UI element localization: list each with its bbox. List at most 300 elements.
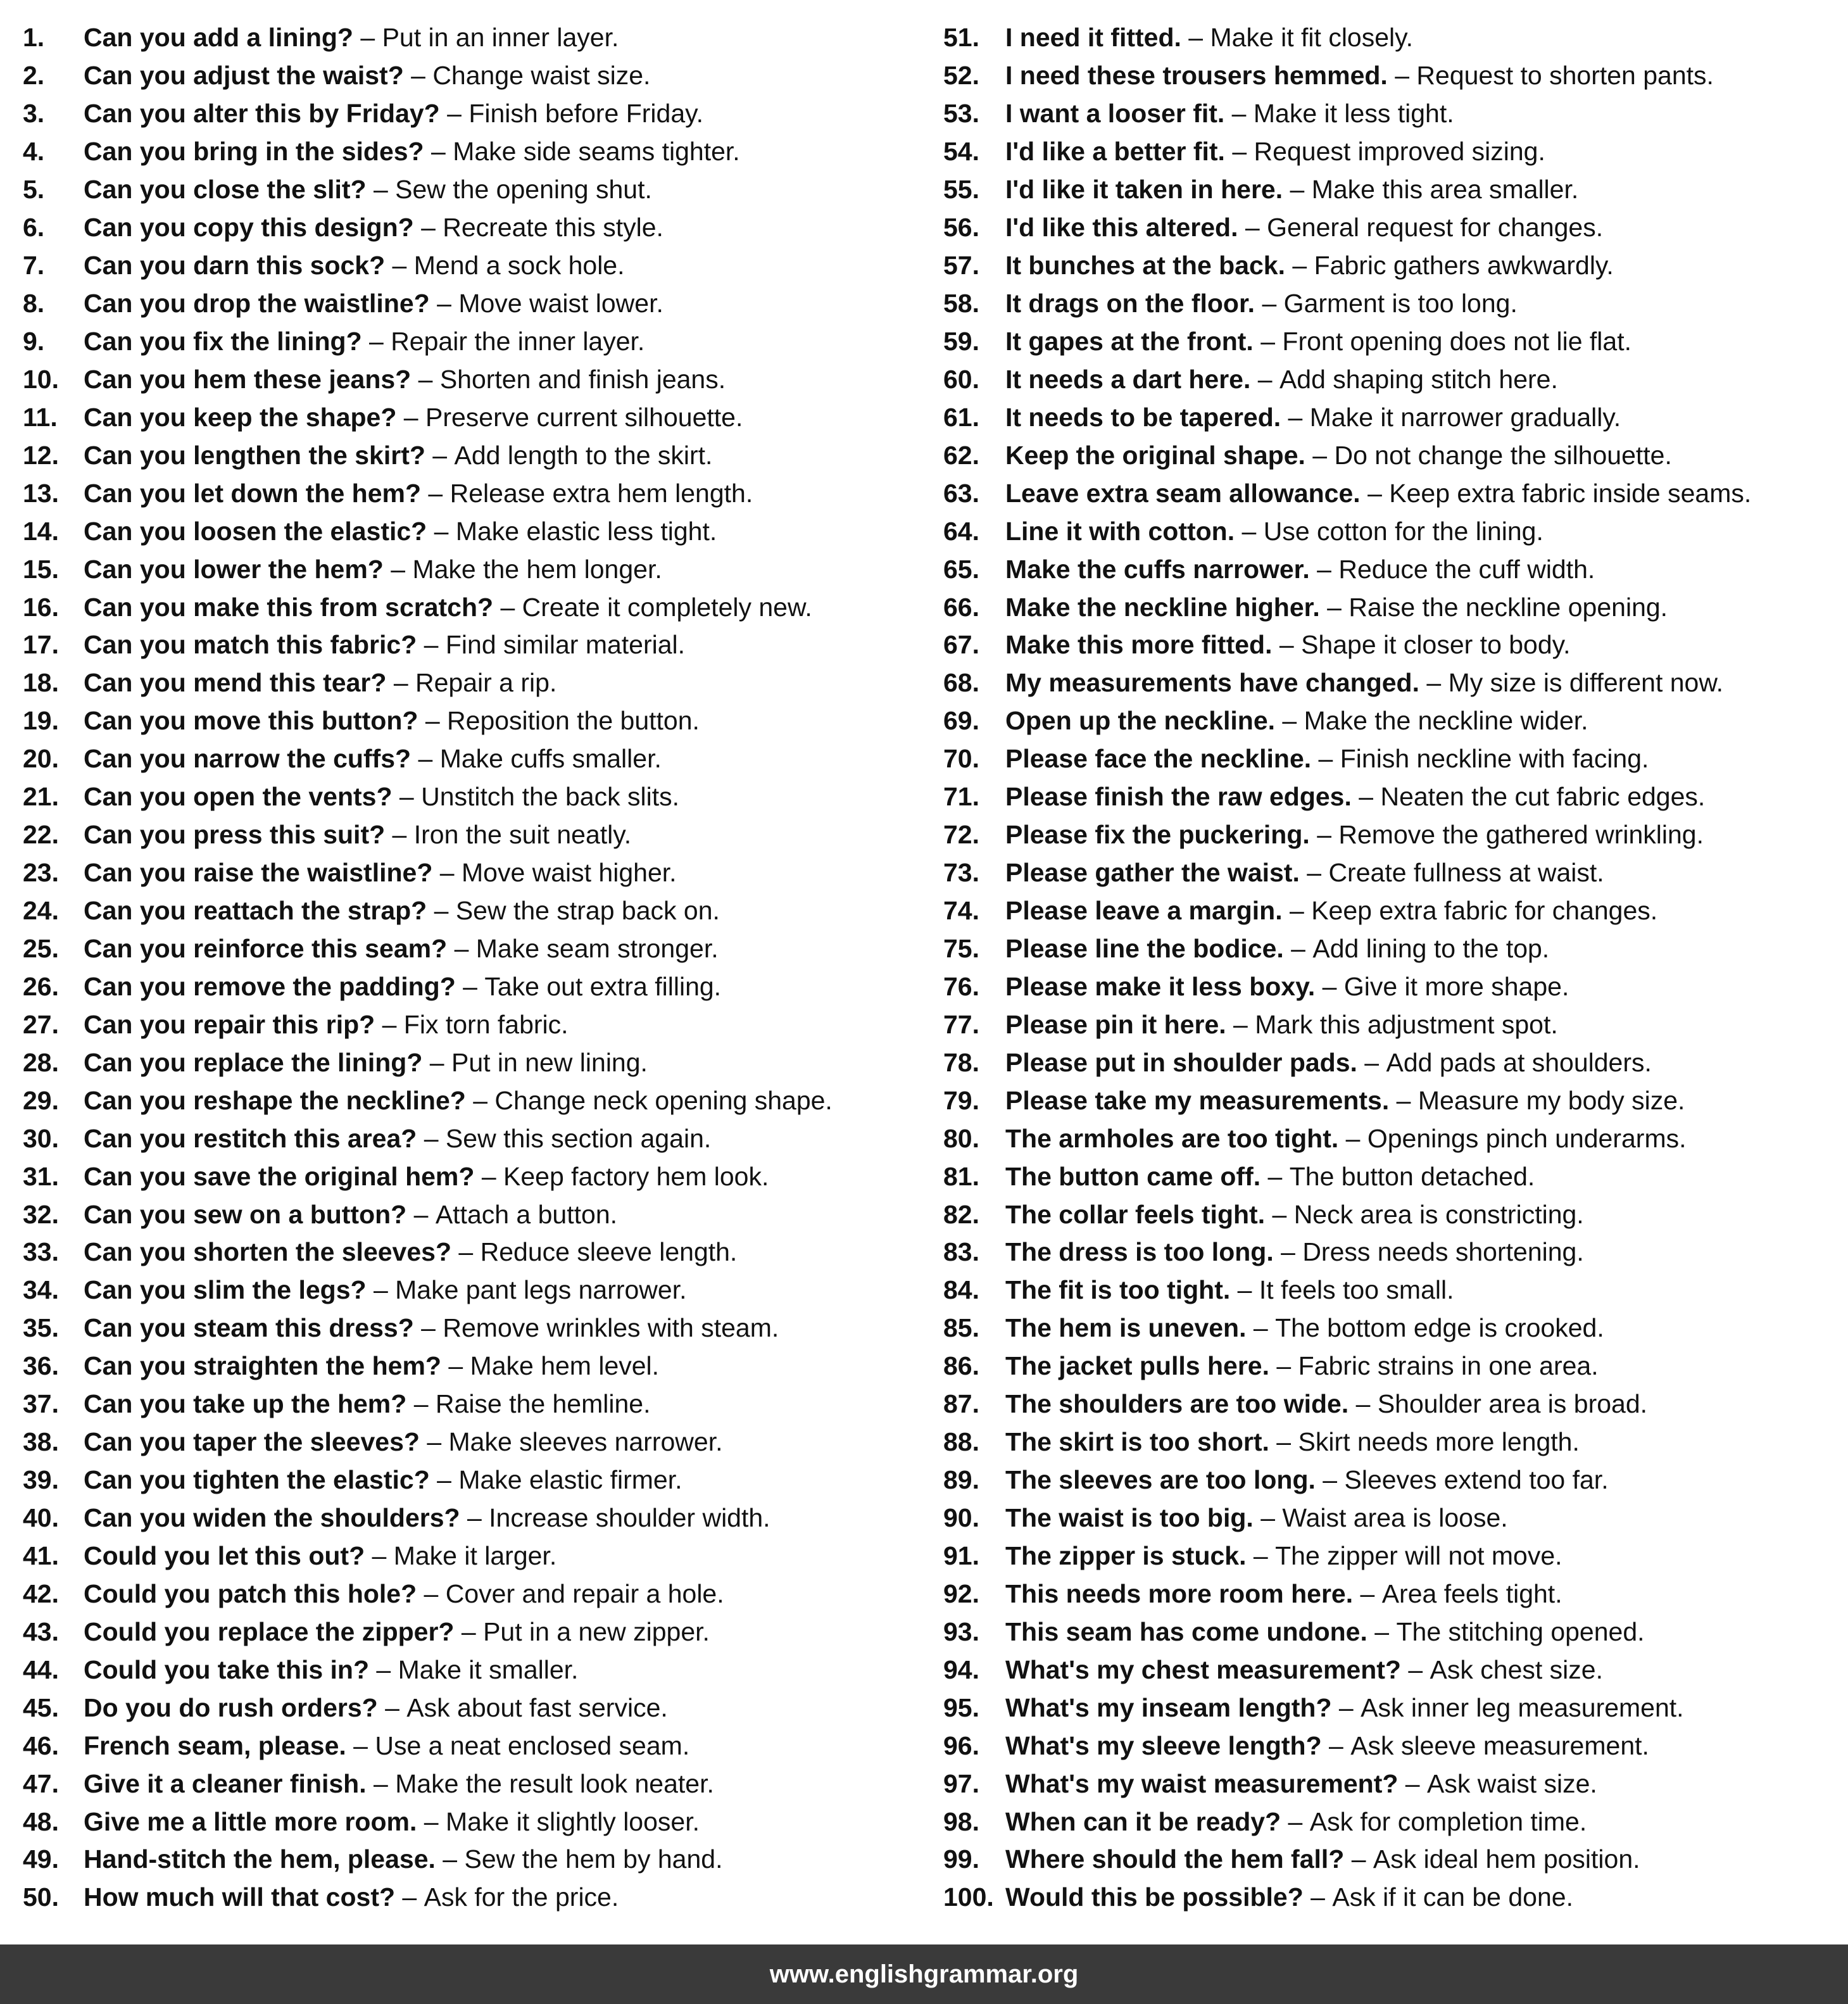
item-number: 9. bbox=[23, 326, 45, 356]
list-item bbox=[23, 360, 922, 398]
item-phrase: It gapes at the front. bbox=[1005, 326, 1254, 356]
item-number: 29. bbox=[23, 1085, 59, 1115]
item-phrase: Please put in shoulder pads. bbox=[1005, 1047, 1357, 1077]
item-meaning: Make cuffs smaller. bbox=[439, 744, 662, 774]
item-separator: – bbox=[1235, 516, 1264, 546]
item-phrase: Open up the neckline. bbox=[1005, 706, 1276, 736]
item-phrase: The hem is uneven. bbox=[1005, 1313, 1247, 1343]
item-meaning: Use cotton for the lining. bbox=[1263, 516, 1543, 546]
item-meaning: Ask chest size. bbox=[1430, 1654, 1603, 1684]
item-number: 32. bbox=[23, 1199, 59, 1229]
item-phrase: Can you raise the waistline? bbox=[84, 858, 433, 888]
item-separator: – bbox=[377, 1692, 407, 1722]
item-phrase: The collar feels tight. bbox=[1005, 1199, 1266, 1229]
item-phrase: Can you hem these jeans? bbox=[84, 364, 412, 394]
list-item bbox=[23, 1613, 922, 1651]
item-number: 42. bbox=[23, 1579, 59, 1608]
item-number: 36. bbox=[23, 1351, 59, 1381]
item-separator: – bbox=[1230, 1275, 1259, 1305]
item-meaning: Make sleeves narrower. bbox=[448, 1427, 723, 1457]
item-phrase: Can you keep the shape? bbox=[84, 402, 397, 432]
item-separator: – bbox=[1387, 61, 1417, 91]
item-phrase: Please face the neckline. bbox=[1005, 744, 1312, 774]
item-separator: – bbox=[403, 61, 433, 91]
item-phrase: Can you open the vents? bbox=[84, 782, 393, 812]
list-item bbox=[943, 436, 1842, 474]
item-phrase: Can you reinforce this seam? bbox=[84, 933, 448, 963]
item-phrase: I'd like it taken in here. bbox=[1005, 175, 1283, 205]
item-separator: – bbox=[1269, 1351, 1298, 1381]
item-phrase: How much will that cost? bbox=[84, 1882, 396, 1912]
item-number: 52. bbox=[943, 61, 979, 91]
item-number: 5. bbox=[23, 175, 45, 205]
list-item bbox=[943, 209, 1842, 247]
list-item bbox=[943, 1385, 1842, 1423]
item-meaning: Sleeves extend too far. bbox=[1344, 1465, 1609, 1495]
item-separator: – bbox=[432, 858, 462, 888]
item-separator: – bbox=[1283, 933, 1313, 963]
list-item bbox=[23, 550, 922, 588]
item-phrase: Make this more fitted. bbox=[1005, 630, 1273, 660]
item-separator: – bbox=[419, 1427, 449, 1457]
item-meaning: Give it more shape. bbox=[1343, 971, 1569, 1001]
item-meaning: Ask sleeve measurement. bbox=[1350, 1730, 1649, 1760]
item-phrase: Can you close the slit? bbox=[84, 175, 367, 205]
item-separator: – bbox=[447, 933, 476, 963]
item-number: 38. bbox=[23, 1427, 59, 1457]
item-number: 93. bbox=[943, 1616, 979, 1646]
item-meaning: Unstitch the back slits. bbox=[421, 782, 679, 812]
item-number: 22. bbox=[23, 820, 59, 850]
item-separator: – bbox=[1338, 1123, 1367, 1153]
item-separator: – bbox=[361, 326, 391, 356]
item-meaning: Change neck opening shape. bbox=[494, 1085, 833, 1115]
list-item bbox=[943, 1005, 1842, 1043]
item-meaning: Make elastic less tight. bbox=[455, 516, 717, 546]
item-meaning: Shoulder area is broad. bbox=[1377, 1389, 1648, 1419]
item-meaning: Create it completely new. bbox=[522, 592, 812, 622]
phrase-column-left bbox=[23, 19, 922, 1917]
item-phrase: Could you replace the zipper? bbox=[84, 1616, 455, 1646]
item-phrase: Do you do rush orders? bbox=[84, 1692, 378, 1722]
item-phrase: My measurements have changed. bbox=[1005, 668, 1419, 698]
item-number: 73. bbox=[943, 858, 979, 888]
item-phrase: Can you slim the legs? bbox=[84, 1275, 367, 1305]
item-meaning: Repair a rip. bbox=[415, 668, 557, 698]
item-meaning: Reposition the button. bbox=[447, 706, 700, 736]
item-number: 63. bbox=[943, 478, 979, 508]
item-number: 33. bbox=[23, 1237, 59, 1267]
list-item bbox=[943, 1461, 1842, 1499]
item-number: 31. bbox=[23, 1161, 59, 1191]
item-number: 57. bbox=[943, 251, 979, 280]
item-separator: – bbox=[493, 592, 522, 622]
list-item bbox=[943, 57, 1842, 95]
item-separator: – bbox=[1273, 1237, 1303, 1267]
list-item bbox=[943, 512, 1842, 550]
list-item bbox=[23, 209, 922, 247]
list-item bbox=[23, 816, 922, 854]
item-meaning: Fabric strains in one area. bbox=[1298, 1351, 1599, 1381]
item-phrase: Can you make this from scratch? bbox=[84, 592, 494, 622]
item-number: 26. bbox=[23, 971, 59, 1001]
item-meaning: Take out extra filling. bbox=[484, 971, 722, 1001]
item-number: 40. bbox=[23, 1503, 59, 1533]
item-separator: – bbox=[1344, 1844, 1373, 1874]
item-meaning: Keep extra fabric inside seams. bbox=[1389, 478, 1752, 508]
item-meaning: Reduce sleeve length. bbox=[480, 1237, 738, 1267]
list-item bbox=[943, 1119, 1842, 1157]
list-item bbox=[943, 360, 1842, 398]
item-meaning: Attach a button. bbox=[435, 1199, 618, 1229]
item-number: 71. bbox=[943, 782, 979, 812]
phrase-column-right bbox=[943, 19, 1842, 1917]
item-separator: – bbox=[413, 1313, 443, 1343]
item-separator: – bbox=[366, 175, 396, 205]
item-phrase: Can you remove the padding? bbox=[84, 971, 456, 1001]
item-number: 50. bbox=[23, 1882, 59, 1912]
list-item bbox=[23, 1081, 922, 1119]
list-item bbox=[23, 930, 922, 968]
item-number: 34. bbox=[23, 1275, 59, 1305]
item-phrase: Line it with cotton. bbox=[1005, 516, 1235, 546]
item-separator: – bbox=[1250, 364, 1279, 394]
item-meaning: Shape it closer to body. bbox=[1301, 630, 1571, 660]
item-phrase: Can you steam this dress? bbox=[84, 1313, 414, 1343]
item-meaning: Keep factory hem look. bbox=[503, 1161, 769, 1191]
item-phrase: The sleeves are too long. bbox=[1005, 1465, 1316, 1495]
item-separator: – bbox=[1419, 668, 1449, 698]
item-meaning: Make pant legs narrower. bbox=[395, 1275, 687, 1305]
list-item bbox=[23, 1689, 922, 1727]
item-number: 46. bbox=[23, 1730, 59, 1760]
list-item bbox=[23, 854, 922, 892]
item-meaning: Ask for the price. bbox=[424, 1882, 619, 1912]
item-phrase: Can you bring in the sides? bbox=[84, 137, 424, 167]
item-number: 75. bbox=[943, 933, 979, 963]
item-phrase: Please take my measurements. bbox=[1005, 1085, 1390, 1115]
item-separator: – bbox=[451, 1237, 481, 1267]
item-separator: – bbox=[1299, 858, 1329, 888]
item-phrase: Can you match this fabric? bbox=[84, 630, 417, 660]
item-number: 89. bbox=[943, 1465, 979, 1495]
item-phrase: Please gather the waist. bbox=[1005, 858, 1300, 888]
item-meaning: Add lining to the top. bbox=[1312, 933, 1550, 963]
item-phrase: Can you lengthen the skirt? bbox=[84, 440, 425, 470]
item-number: 72. bbox=[943, 820, 979, 850]
item-meaning: Change waist size. bbox=[432, 61, 651, 91]
item-separator: – bbox=[1315, 1465, 1345, 1495]
list-item bbox=[23, 1157, 922, 1195]
item-phrase: Can you restitch this area? bbox=[84, 1123, 417, 1153]
item-phrase: I want a looser fit. bbox=[1005, 99, 1225, 129]
item-separator: – bbox=[1389, 1085, 1418, 1115]
item-number: 54. bbox=[943, 137, 979, 167]
item-meaning: Dress needs shortening. bbox=[1302, 1237, 1584, 1267]
item-number: 77. bbox=[943, 1009, 979, 1039]
list-item bbox=[23, 1385, 922, 1423]
item-separator: – bbox=[1309, 554, 1339, 584]
item-meaning: Sew the strap back on. bbox=[455, 896, 720, 926]
item-number: 67. bbox=[943, 630, 979, 660]
list-item bbox=[23, 19, 922, 57]
item-phrase: The armholes are too tight. bbox=[1005, 1123, 1339, 1153]
item-number: 80. bbox=[943, 1123, 979, 1153]
item-separator: – bbox=[418, 706, 448, 736]
item-meaning: Skirt needs more length. bbox=[1298, 1427, 1580, 1457]
item-meaning: Cover and repair a hole. bbox=[445, 1579, 724, 1608]
list-item bbox=[943, 1689, 1842, 1727]
item-meaning: Mend a sock hole. bbox=[413, 251, 625, 280]
item-separator: – bbox=[386, 668, 416, 698]
item-number: 87. bbox=[943, 1389, 979, 1419]
item-meaning: Make it smaller. bbox=[398, 1654, 579, 1684]
item-phrase: Could you let this out? bbox=[84, 1541, 365, 1570]
list-item bbox=[943, 550, 1842, 588]
list-item bbox=[943, 778, 1842, 816]
item-separator: – bbox=[1285, 251, 1314, 280]
item-number: 65. bbox=[943, 554, 979, 584]
item-number: 25. bbox=[23, 933, 59, 963]
list-item bbox=[23, 1765, 922, 1803]
item-number: 37. bbox=[23, 1389, 59, 1419]
item-separator: – bbox=[435, 1844, 465, 1874]
item-phrase: Please line the bodice. bbox=[1005, 933, 1284, 963]
item-separator: – bbox=[1309, 820, 1339, 850]
list-item bbox=[943, 1803, 1842, 1841]
item-meaning: Raise the neckline opening. bbox=[1348, 592, 1668, 622]
list-item bbox=[23, 1499, 922, 1537]
list-item bbox=[23, 1575, 922, 1613]
item-number: 66. bbox=[943, 592, 979, 622]
item-separator: – bbox=[1275, 706, 1304, 736]
footer-bar bbox=[0, 1944, 1848, 2004]
item-number: 47. bbox=[23, 1768, 59, 1798]
item-number: 59. bbox=[943, 326, 979, 356]
item-separator: – bbox=[1253, 1503, 1283, 1533]
item-meaning: Put in an inner layer. bbox=[382, 23, 619, 53]
item-phrase: The shoulders are too wide. bbox=[1005, 1389, 1349, 1419]
item-phrase: Leave extra seam allowance. bbox=[1005, 478, 1361, 508]
item-meaning: Neaten the cut fabric edges. bbox=[1380, 782, 1706, 812]
list-item bbox=[943, 1575, 1842, 1613]
item-meaning: Finish neckline with facing. bbox=[1340, 744, 1649, 774]
item-phrase: This seam has come undone. bbox=[1005, 1616, 1367, 1646]
item-number: 48. bbox=[23, 1806, 59, 1836]
list-item bbox=[943, 1195, 1842, 1233]
item-separator: – bbox=[1283, 175, 1312, 205]
item-meaning: Shorten and finish jeans. bbox=[439, 364, 726, 394]
item-number: 20. bbox=[23, 744, 59, 774]
item-separator: – bbox=[1260, 1161, 1290, 1191]
item-number: 96. bbox=[943, 1730, 979, 1760]
item-separator: – bbox=[1269, 1427, 1298, 1457]
item-phrase: Give me a little more room. bbox=[84, 1806, 417, 1836]
list-item bbox=[943, 323, 1842, 361]
item-number: 58. bbox=[943, 289, 979, 318]
item-separator: – bbox=[474, 1161, 504, 1191]
list-item bbox=[943, 1499, 1842, 1537]
item-number: 81. bbox=[943, 1161, 979, 1191]
list-item bbox=[23, 285, 922, 323]
item-separator: – bbox=[429, 1465, 459, 1495]
item-separator: – bbox=[1246, 1313, 1276, 1343]
item-number: 68. bbox=[943, 668, 979, 698]
item-number: 53. bbox=[943, 99, 979, 129]
list-item bbox=[943, 1347, 1842, 1385]
list-item bbox=[943, 1879, 1842, 1917]
footer-website[interactable]: www.englishgrammar.org bbox=[769, 1960, 1079, 1988]
item-number: 55. bbox=[943, 175, 979, 205]
item-meaning: Make the neckline wider. bbox=[1304, 706, 1588, 736]
list-item bbox=[943, 1841, 1842, 1879]
item-number: 13. bbox=[23, 478, 59, 508]
list-item bbox=[23, 1043, 922, 1081]
list-item bbox=[943, 1651, 1842, 1689]
item-phrase: It needs a dart here. bbox=[1005, 364, 1251, 394]
item-meaning: The stitching opened. bbox=[1396, 1616, 1645, 1646]
item-number: 15. bbox=[23, 554, 59, 584]
item-separator: – bbox=[417, 630, 446, 660]
list-item bbox=[23, 323, 922, 361]
item-separator: – bbox=[1367, 1616, 1397, 1646]
item-separator: – bbox=[427, 516, 456, 546]
list-item bbox=[23, 740, 922, 778]
item-number: 97. bbox=[943, 1768, 979, 1798]
item-separator: – bbox=[1265, 1199, 1294, 1229]
item-separator: – bbox=[460, 1503, 489, 1533]
item-meaning: General request for changes. bbox=[1267, 213, 1604, 243]
item-phrase: Can you take up the hem? bbox=[84, 1389, 407, 1419]
item-number: 28. bbox=[23, 1047, 59, 1077]
item-number: 35. bbox=[23, 1313, 59, 1343]
item-number: 51. bbox=[943, 23, 979, 53]
item-separator: – bbox=[429, 289, 459, 318]
item-separator: – bbox=[422, 1047, 451, 1077]
item-phrase: I'd like this altered. bbox=[1005, 213, 1238, 243]
item-separator: – bbox=[1224, 137, 1254, 167]
item-meaning: Reduce the cuff width. bbox=[1338, 554, 1595, 584]
item-meaning: Make it slightly looser. bbox=[445, 1806, 700, 1836]
item-separator: – bbox=[1181, 23, 1210, 53]
item-phrase: Can you straighten the hem? bbox=[84, 1351, 441, 1381]
item-number: 44. bbox=[23, 1654, 59, 1684]
item-meaning: Use a neat enclosed seam. bbox=[375, 1730, 690, 1760]
item-number: 27. bbox=[23, 1009, 59, 1039]
item-number: 74. bbox=[943, 896, 979, 926]
item-meaning: Sew the hem by hand. bbox=[464, 1844, 723, 1874]
item-phrase: Can you repair this rip? bbox=[84, 1009, 375, 1039]
item-separator: – bbox=[406, 1199, 436, 1229]
item-separator: – bbox=[1272, 630, 1302, 660]
list-item bbox=[23, 1841, 922, 1879]
item-separator: – bbox=[1281, 402, 1310, 432]
item-number: 92. bbox=[943, 1579, 979, 1608]
item-meaning: Measure my body size. bbox=[1417, 1085, 1685, 1115]
item-phrase: The jacket pulls here. bbox=[1005, 1351, 1269, 1381]
item-separator: – bbox=[353, 23, 382, 53]
list-item bbox=[23, 588, 922, 626]
item-separator: – bbox=[439, 99, 469, 129]
item-number: 21. bbox=[23, 782, 59, 812]
item-number: 45. bbox=[23, 1692, 59, 1722]
item-meaning: Add length to the skirt. bbox=[454, 440, 713, 470]
item-separator: – bbox=[417, 1579, 446, 1608]
list-item bbox=[943, 1081, 1842, 1119]
item-meaning: Make hem level. bbox=[470, 1351, 660, 1381]
item-number: 24. bbox=[23, 896, 59, 926]
item-meaning: Remove the gathered wrinkling. bbox=[1338, 820, 1704, 850]
item-meaning: Make seam stronger. bbox=[475, 933, 719, 963]
list-item bbox=[23, 57, 922, 95]
item-phrase: This needs more room here. bbox=[1005, 1579, 1354, 1608]
item-meaning: Add shaping stitch here. bbox=[1279, 364, 1558, 394]
item-separator: – bbox=[1255, 289, 1284, 318]
item-number: 10. bbox=[23, 364, 59, 394]
item-number: 30. bbox=[23, 1123, 59, 1153]
item-separator: – bbox=[366, 1275, 396, 1305]
item-phrase: Could you patch this hole? bbox=[84, 1579, 417, 1608]
item-separator: – bbox=[392, 782, 422, 812]
item-meaning: Neck area is constricting. bbox=[1293, 1199, 1584, 1229]
item-number: 85. bbox=[943, 1313, 979, 1343]
item-separator: – bbox=[454, 1616, 484, 1646]
item-meaning: Ask waist size. bbox=[1426, 1768, 1597, 1798]
item-meaning: Ask inner leg measurement. bbox=[1361, 1692, 1684, 1722]
item-phrase: Can you sew on a button? bbox=[84, 1199, 407, 1229]
list-item bbox=[23, 664, 922, 702]
item-separator: – bbox=[385, 820, 414, 850]
item-separator: – bbox=[1238, 213, 1267, 243]
item-meaning: Remove wrinkles with steam. bbox=[443, 1313, 779, 1343]
item-meaning: Front opening does not lie flat. bbox=[1282, 326, 1631, 356]
item-meaning: Make the result look neater. bbox=[395, 1768, 714, 1798]
item-number: 56. bbox=[943, 213, 979, 243]
item-phrase: Please leave a margin. bbox=[1005, 896, 1283, 926]
item-phrase: Can you loosen the elastic? bbox=[84, 516, 427, 546]
item-separator: – bbox=[383, 554, 413, 584]
item-phrase: I'd like a better fit. bbox=[1005, 137, 1225, 167]
item-meaning: Do not change the silhouette. bbox=[1334, 440, 1672, 470]
item-meaning: Move waist higher. bbox=[461, 858, 677, 888]
item-number: 7. bbox=[23, 251, 45, 280]
item-separator: – bbox=[455, 971, 485, 1001]
item-separator: – bbox=[417, 1123, 446, 1153]
item-phrase: Would this be possible? bbox=[1005, 1882, 1304, 1912]
item-number: 3. bbox=[23, 99, 45, 129]
item-separator: – bbox=[1331, 1692, 1361, 1722]
item-number: 95. bbox=[943, 1692, 979, 1722]
item-number: 41. bbox=[23, 1541, 59, 1570]
item-number: 86. bbox=[943, 1351, 979, 1381]
item-number: 78. bbox=[943, 1047, 979, 1077]
list-item bbox=[23, 1461, 922, 1499]
list-item bbox=[943, 1613, 1842, 1651]
item-separator: – bbox=[365, 1541, 394, 1570]
item-separator: – bbox=[1400, 1654, 1430, 1684]
item-meaning: Add pads at shoulders. bbox=[1386, 1047, 1652, 1077]
item-number: 11. bbox=[23, 402, 58, 432]
item-phrase: Can you add a lining? bbox=[84, 23, 353, 53]
item-separator: – bbox=[396, 402, 425, 432]
item-number: 43. bbox=[23, 1616, 59, 1646]
item-phrase: The fit is too tight. bbox=[1005, 1275, 1231, 1305]
item-phrase: What's my waist measurement? bbox=[1005, 1768, 1399, 1798]
item-meaning: Make it less tight. bbox=[1253, 99, 1454, 129]
list-item bbox=[943, 626, 1842, 664]
list-item bbox=[23, 1005, 922, 1043]
item-phrase: I need these trousers hemmed. bbox=[1005, 61, 1388, 91]
